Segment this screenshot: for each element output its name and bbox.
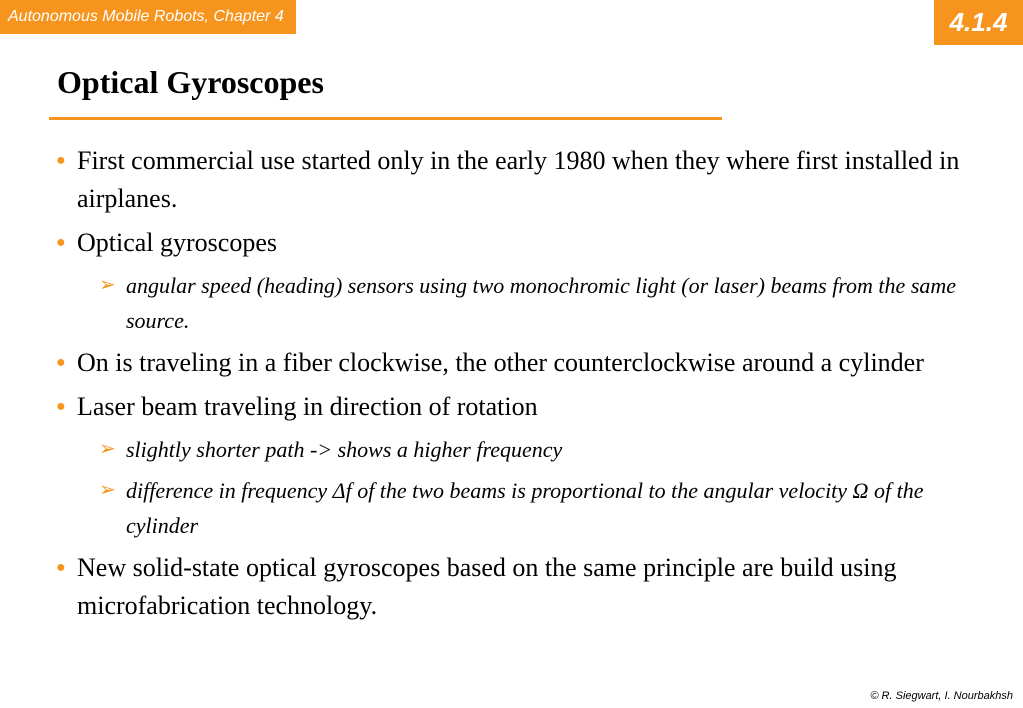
bullet-text: New solid-state optical gyroscopes based on the same principle are build using microfabrication technology. [77,553,897,620]
section-badge [934,0,1023,45]
sub-bullet-text: angular speed (heading) sensors using two monochromic light (or laser) beams from the same source. [126,273,957,333]
arrow-right-icon: ➢ [99,479,116,501]
bullet-dot-icon: ● [56,354,66,371]
course-header [0,0,296,34]
bullet-text: First commercial use started only in the early 1980 when they where first installed in airplanes. [77,146,960,213]
sub-bullet-text: slightly shorter path -> shows a higher frequency [126,437,563,462]
sub-bullet-item [99,473,986,543]
section-number: 4.1.4 [949,7,1008,37]
course-title: Autonomous Mobile Robots, Chapter 4 [8,8,284,25]
arrow-right-icon: ➢ [99,438,116,460]
bullet-dot-icon: ● [56,398,66,415]
bullet-dot-icon: ● [56,234,66,251]
sub-bullet-text: difference in frequency Δf of the two beams is proportional to the angular velocity Ω of the cylinder [126,478,924,538]
arrow-right-icon: ➢ [99,274,116,296]
sub-bullet-item [99,432,986,467]
bullet-item [56,549,986,625]
sub-bullet-item [99,268,986,338]
slide-title: Optical Gyroscopes [57,64,324,100]
bullet-text: Optical gyroscopes [77,228,278,257]
bullet-item [56,224,986,262]
bullet-item [56,142,986,218]
slide-content [56,142,986,631]
bullet-text: Laser beam traveling in direction of rotation [77,392,538,421]
title-underline [49,117,722,120]
bullet-dot-icon: ● [56,559,66,576]
bullet-item [56,388,986,426]
copyright-footer: © R. Siegwart, I. Nourbakhsh [870,690,1013,702]
bullet-text: On is traveling in a fiber clockwise, the other counterclockwise around a cylinder [77,348,924,377]
bullet-item [56,344,986,382]
bullet-dot-icon: ● [56,152,66,169]
